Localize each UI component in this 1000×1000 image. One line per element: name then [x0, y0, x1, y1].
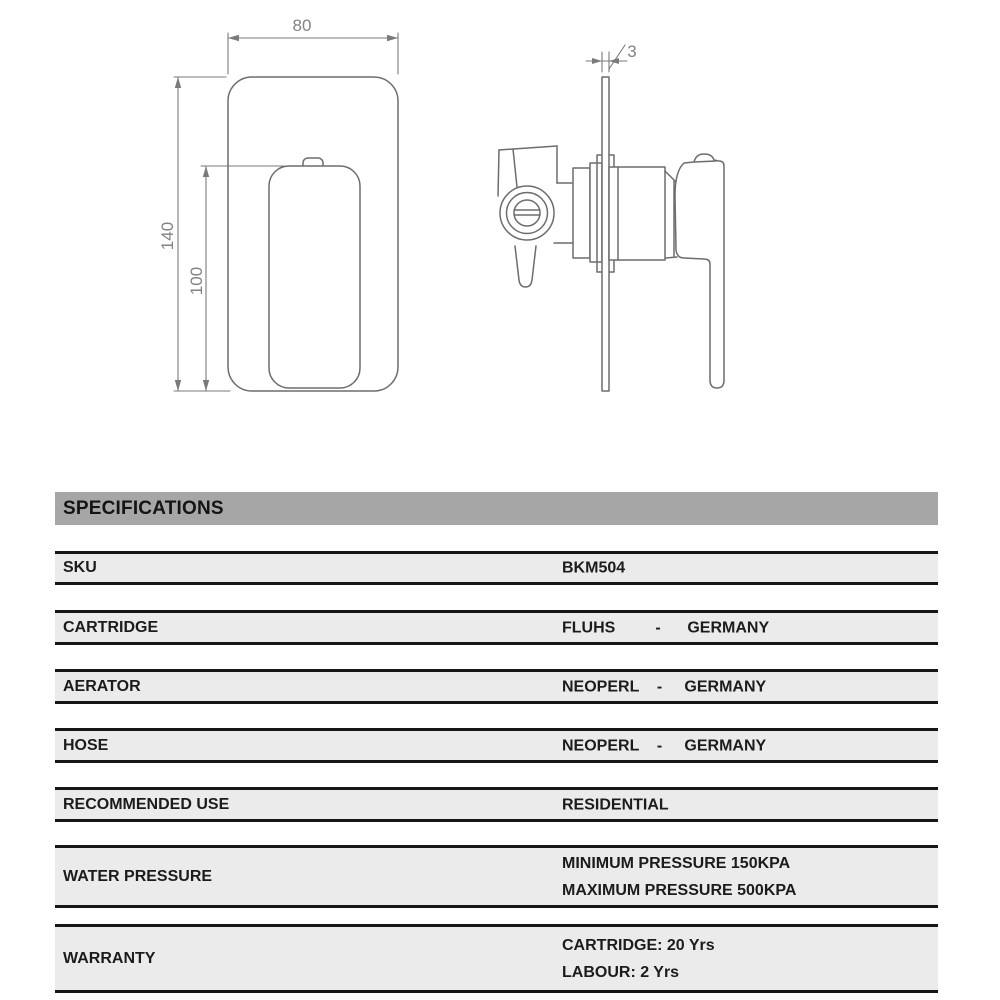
spec-row-hose — [55, 728, 938, 763]
spec-value: NEOPERL - GERMANY — [562, 678, 767, 695]
outlet-tail — [515, 246, 536, 287]
spec-label: SKU — [63, 559, 97, 576]
side-view — [498, 45, 724, 391]
spec-label: WATER PRESSURE — [63, 867, 213, 885]
spec-value-line2: MAXIMUM PRESSURE 500KPA — [562, 881, 797, 899]
dim-thickness-label: 3 — [627, 42, 637, 61]
spec-value: RESIDENTIAL — [562, 796, 669, 813]
specifications-header — [55, 492, 938, 525]
side-handle-lever — [675, 154, 724, 388]
spec-label: CARTRIDGE — [63, 618, 159, 636]
flange-outer — [590, 163, 602, 262]
specifications-title: SPECIFICATIONS — [63, 497, 224, 519]
spec-value: FLUHS - GERMANY — [562, 619, 770, 636]
flange-inner — [573, 168, 590, 258]
technical-drawing — [0, 0, 1000, 470]
spec-value: BKM504 — [562, 559, 626, 577]
spec-value-line1: CARTRIDGE: 20 Yrs — [562, 936, 715, 954]
spec-row-cartridge — [55, 610, 938, 645]
spec-value: NEOPERL - GERMANY — [562, 737, 767, 754]
spec-label: AERATOR — [63, 677, 141, 695]
spec-row-warranty — [55, 924, 938, 993]
spec-row-recommended-use — [55, 787, 938, 822]
valve-body — [498, 146, 573, 287]
spec-row-aerator — [55, 669, 938, 704]
dim-height-label: 140 — [158, 221, 177, 251]
dimension-width-80 — [228, 33, 398, 74]
dim-width-label: 80 — [292, 16, 312, 35]
spec-value-line1: MINIMUM PRESSURE 150KPA — [562, 854, 791, 872]
side-plate — [602, 77, 609, 391]
front-handle-outline — [269, 166, 360, 388]
dim-handle-height-label: 100 — [187, 266, 206, 296]
front-view — [174, 33, 398, 391]
spec-label: RECOMMENDED USE — [63, 795, 230, 813]
inlet-screw — [514, 200, 540, 226]
dimension-thickness-3 — [586, 45, 627, 72]
spec-value-line2: LABOUR: 2 Yrs — [562, 963, 680, 981]
spec-label: WARRANTY — [63, 949, 156, 967]
spec-row-sku — [55, 551, 938, 585]
spec-row-water-pressure — [55, 845, 938, 908]
dimension-height-140 — [174, 77, 230, 391]
spec-label: HOSE — [63, 736, 109, 754]
